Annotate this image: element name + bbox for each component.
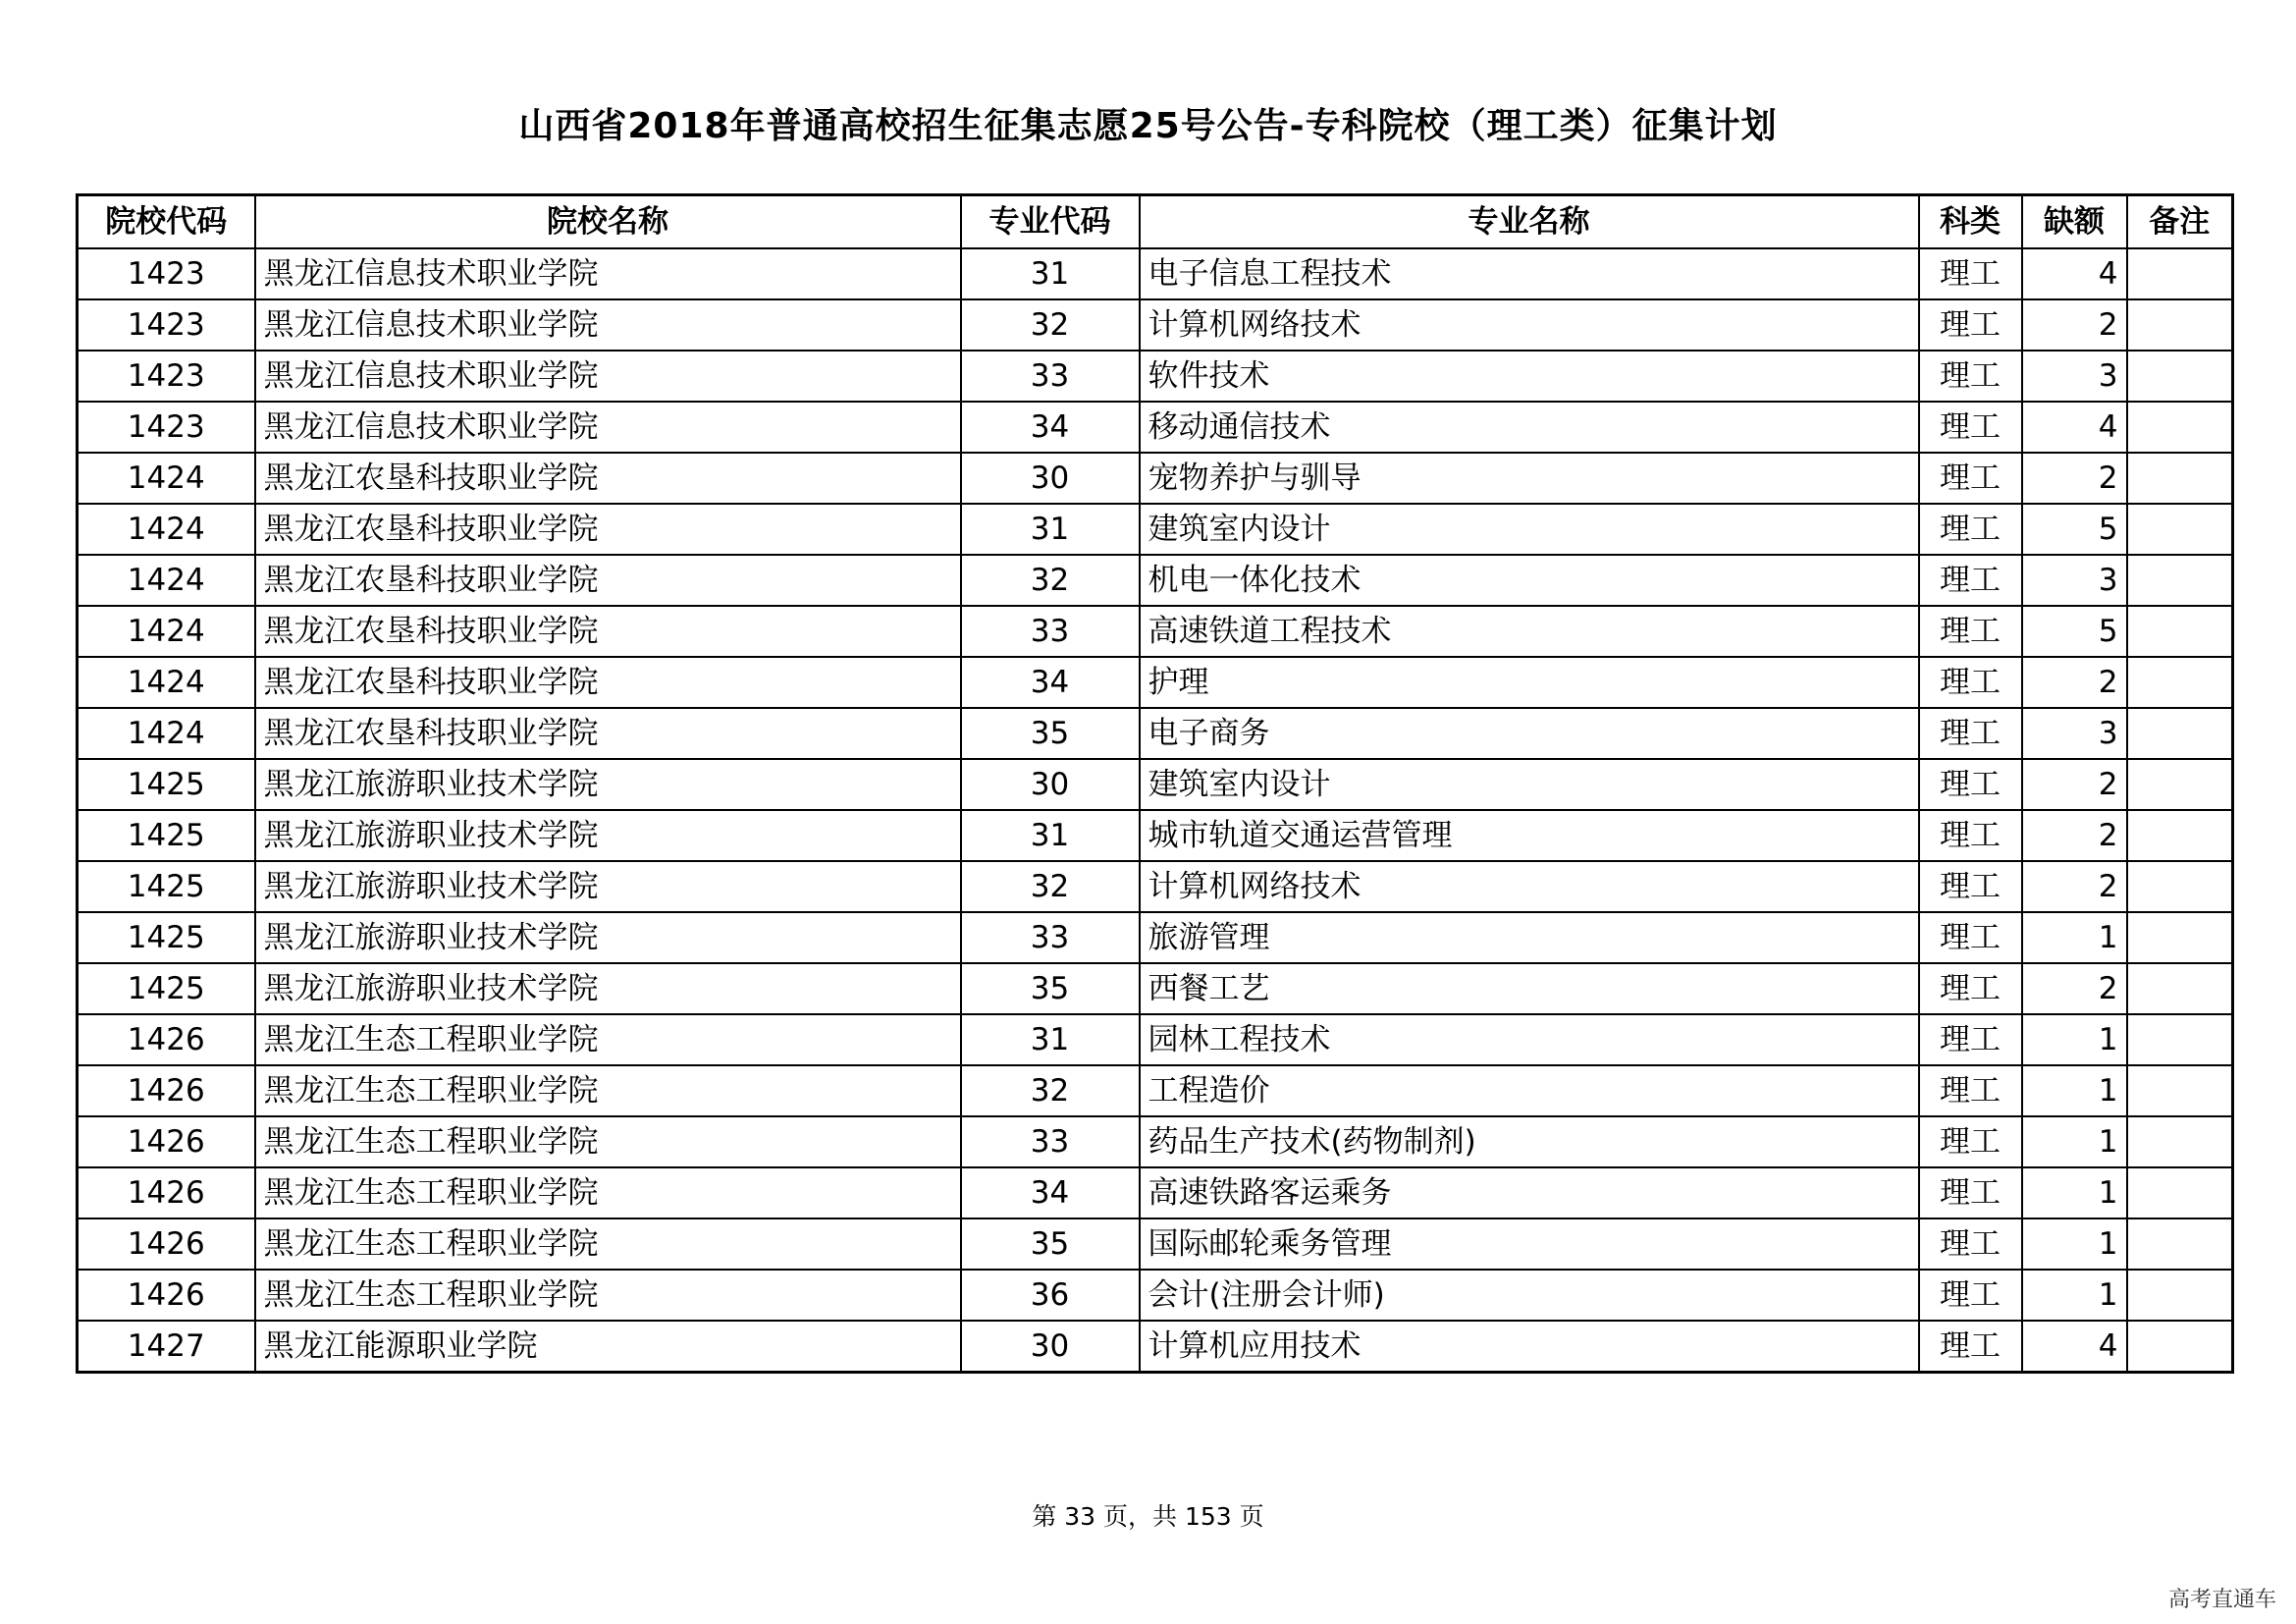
cell-vacancy: 2	[2022, 810, 2127, 861]
cell-note	[2127, 759, 2233, 810]
cell-note	[2127, 606, 2233, 657]
cell-major-code: 30	[961, 453, 1140, 504]
cell-school-name: 黑龙江生态工程职业学院	[255, 1014, 961, 1065]
cell-note	[2127, 351, 2233, 402]
cell-category: 理工	[1919, 1116, 2022, 1167]
cell-vacancy: 4	[2022, 402, 2127, 453]
cell-major-code: 31	[961, 248, 1140, 299]
cell-school-name: 黑龙江农垦科技职业学院	[255, 453, 961, 504]
cell-school-name: 黑龙江生态工程职业学院	[255, 1116, 961, 1167]
cell-school-name: 黑龙江旅游职业技术学院	[255, 912, 961, 963]
cell-vacancy: 2	[2022, 861, 2127, 912]
table-row	[78, 1270, 2233, 1321]
cell-major-code: 33	[961, 1116, 1140, 1167]
cell-note	[2127, 555, 2233, 606]
cell-major-code: 30	[961, 759, 1140, 810]
header-major-name: 专业名称	[1140, 195, 1919, 249]
cell-major-name: 软件技术	[1140, 351, 1919, 402]
cell-category: 理工	[1919, 810, 2022, 861]
cell-category: 理工	[1919, 1218, 2022, 1270]
table-row	[78, 861, 2233, 912]
cell-vacancy: 4	[2022, 248, 2127, 299]
cell-major-code: 31	[961, 504, 1140, 555]
cell-school-code: 1423	[78, 248, 255, 299]
cell-category: 理工	[1919, 1065, 2022, 1116]
cell-category: 理工	[1919, 299, 2022, 351]
cell-school-code: 1425	[78, 963, 255, 1014]
cell-vacancy: 1	[2022, 1116, 2127, 1167]
cell-note	[2127, 1116, 2233, 1167]
cell-school-code: 1423	[78, 351, 255, 402]
header-category: 科类	[1919, 195, 2022, 249]
page-title: 山西省2018年普通高校招生征集志愿25号公告-专科院校（理工类）征集计划	[518, 106, 1778, 146]
table-row	[78, 657, 2233, 708]
table-row	[78, 810, 2233, 861]
table-row	[78, 555, 2233, 606]
cell-major-code: 33	[961, 351, 1140, 402]
header-vacancy: 缺额	[2022, 195, 2127, 249]
header-school-name: 院校名称	[255, 195, 961, 249]
cell-major-code: 33	[961, 606, 1140, 657]
cell-major-name: 计算机网络技术	[1140, 861, 1919, 912]
table-row	[78, 504, 2233, 555]
cell-note	[2127, 912, 2233, 963]
cell-vacancy: 3	[2022, 555, 2127, 606]
cell-school-name: 黑龙江旅游职业技术学院	[255, 963, 961, 1014]
table-row	[78, 1218, 2233, 1270]
watermark: 高考直通车	[2167, 1588, 2276, 1612]
enrollment-plan-table	[76, 193, 2234, 1374]
table-row	[78, 963, 2233, 1014]
page-footer: 第 33 页，共 153 页	[1032, 1502, 1264, 1531]
cell-major-name: 工程造价	[1140, 1065, 1919, 1116]
cell-major-name: 园林工程技术	[1140, 1014, 1919, 1065]
cell-school-name: 黑龙江能源职业学院	[255, 1321, 961, 1373]
cell-major-code: 30	[961, 1321, 1140, 1373]
cell-note	[2127, 299, 2233, 351]
cell-school-name: 黑龙江信息技术职业学院	[255, 351, 961, 402]
cell-major-name: 城市轨道交通运营管理	[1140, 810, 1919, 861]
cell-major-name: 计算机网络技术	[1140, 299, 1919, 351]
cell-note	[2127, 810, 2233, 861]
cell-category: 理工	[1919, 912, 2022, 963]
cell-category: 理工	[1919, 1270, 2022, 1321]
cell-major-code: 35	[961, 1218, 1140, 1270]
cell-vacancy: 2	[2022, 453, 2127, 504]
table-row	[78, 759, 2233, 810]
cell-school-code: 1426	[78, 1167, 255, 1218]
table-row	[78, 606, 2233, 657]
table-row	[78, 351, 2233, 402]
cell-school-name: 黑龙江旅游职业技术学院	[255, 759, 961, 810]
cell-school-name: 黑龙江生态工程职业学院	[255, 1270, 961, 1321]
cell-category: 理工	[1919, 861, 2022, 912]
cell-school-name: 黑龙江信息技术职业学院	[255, 248, 961, 299]
cell-school-name: 黑龙江农垦科技职业学院	[255, 657, 961, 708]
cell-school-code: 1425	[78, 912, 255, 963]
cell-note	[2127, 1218, 2233, 1270]
cell-major-name: 旅游管理	[1140, 912, 1919, 963]
cell-school-name: 黑龙江农垦科技职业学院	[255, 606, 961, 657]
table-row	[78, 708, 2233, 759]
cell-major-name: 高速铁路客运乘务	[1140, 1167, 1919, 1218]
cell-note	[2127, 504, 2233, 555]
cell-school-code: 1425	[78, 810, 255, 861]
cell-school-name: 黑龙江信息技术职业学院	[255, 402, 961, 453]
cell-school-name: 黑龙江旅游职业技术学院	[255, 810, 961, 861]
cell-major-code: 32	[961, 299, 1140, 351]
cell-vacancy: 1	[2022, 912, 2127, 963]
cell-major-name: 建筑室内设计	[1140, 504, 1919, 555]
cell-school-code: 1424	[78, 708, 255, 759]
cell-category: 理工	[1919, 555, 2022, 606]
cell-school-code: 1427	[78, 1321, 255, 1373]
cell-vacancy: 2	[2022, 759, 2127, 810]
cell-school-code: 1425	[78, 759, 255, 810]
cell-major-code: 34	[961, 1167, 1140, 1218]
cell-school-name: 黑龙江生态工程职业学院	[255, 1218, 961, 1270]
cell-note	[2127, 1167, 2233, 1218]
cell-major-name: 机电一体化技术	[1140, 555, 1919, 606]
cell-school-code: 1423	[78, 402, 255, 453]
cell-school-name: 黑龙江农垦科技职业学院	[255, 555, 961, 606]
cell-note	[2127, 963, 2233, 1014]
cell-school-code: 1426	[78, 1116, 255, 1167]
cell-vacancy: 3	[2022, 708, 2127, 759]
header-note: 备注	[2127, 195, 2233, 249]
cell-school-name: 黑龙江农垦科技职业学院	[255, 708, 961, 759]
cell-category: 理工	[1919, 1167, 2022, 1218]
header-major-code: 专业代码	[961, 195, 1140, 249]
table-row	[78, 912, 2233, 963]
cell-major-code: 36	[961, 1270, 1140, 1321]
table-row	[78, 299, 2233, 351]
cell-school-name: 黑龙江旅游职业技术学院	[255, 861, 961, 912]
cell-vacancy: 3	[2022, 351, 2127, 402]
cell-category: 理工	[1919, 708, 2022, 759]
table-row	[78, 1321, 2233, 1373]
cell-major-code: 34	[961, 657, 1140, 708]
cell-school-code: 1425	[78, 861, 255, 912]
table-body	[78, 248, 2233, 1373]
cell-school-code: 1424	[78, 657, 255, 708]
cell-vacancy: 1	[2022, 1014, 2127, 1065]
cell-vacancy: 1	[2022, 1218, 2127, 1270]
cell-school-name: 黑龙江生态工程职业学院	[255, 1065, 961, 1116]
cell-note	[2127, 248, 2233, 299]
cell-category: 理工	[1919, 504, 2022, 555]
cell-category: 理工	[1919, 453, 2022, 504]
cell-school-code: 1424	[78, 504, 255, 555]
cell-note	[2127, 453, 2233, 504]
cell-category: 理工	[1919, 248, 2022, 299]
table-row	[78, 1014, 2233, 1065]
table-header-row	[78, 195, 2233, 249]
cell-vacancy: 2	[2022, 963, 2127, 1014]
header-school-code: 院校代码	[78, 195, 255, 249]
cell-major-name: 药品生产技术(药物制剂)	[1140, 1116, 1919, 1167]
cell-note	[2127, 1270, 2233, 1321]
cell-vacancy: 5	[2022, 504, 2127, 555]
cell-school-code: 1424	[78, 606, 255, 657]
cell-major-code: 32	[961, 1065, 1140, 1116]
cell-school-name: 黑龙江信息技术职业学院	[255, 299, 961, 351]
cell-category: 理工	[1919, 606, 2022, 657]
cell-major-code: 35	[961, 708, 1140, 759]
cell-category: 理工	[1919, 759, 2022, 810]
cell-vacancy: 1	[2022, 1270, 2127, 1321]
table-row	[78, 453, 2233, 504]
cell-school-code: 1426	[78, 1270, 255, 1321]
cell-major-name: 西餐工艺	[1140, 963, 1919, 1014]
cell-vacancy: 4	[2022, 1321, 2127, 1373]
cell-note	[2127, 402, 2233, 453]
cell-major-name: 移动通信技术	[1140, 402, 1919, 453]
cell-school-code: 1426	[78, 1014, 255, 1065]
cell-major-code: 32	[961, 861, 1140, 912]
cell-category: 理工	[1919, 1014, 2022, 1065]
cell-major-code: 33	[961, 912, 1140, 963]
cell-category: 理工	[1919, 351, 2022, 402]
cell-category: 理工	[1919, 963, 2022, 1014]
cell-major-name: 高速铁道工程技术	[1140, 606, 1919, 657]
table-row	[78, 1065, 2233, 1116]
cell-major-code: 31	[961, 1014, 1140, 1065]
cell-note	[2127, 657, 2233, 708]
cell-school-code: 1426	[78, 1218, 255, 1270]
cell-note	[2127, 1065, 2233, 1116]
cell-major-code: 32	[961, 555, 1140, 606]
cell-note	[2127, 708, 2233, 759]
cell-major-name: 计算机应用技术	[1140, 1321, 1919, 1373]
cell-school-code: 1423	[78, 299, 255, 351]
cell-major-code: 31	[961, 810, 1140, 861]
table-row	[78, 1116, 2233, 1167]
cell-school-code: 1424	[78, 453, 255, 504]
cell-vacancy: 1	[2022, 1065, 2127, 1116]
cell-school-name: 黑龙江生态工程职业学院	[255, 1167, 961, 1218]
cell-category: 理工	[1919, 1321, 2022, 1373]
cell-vacancy: 2	[2022, 657, 2127, 708]
cell-major-code: 35	[961, 963, 1140, 1014]
table-row	[78, 248, 2233, 299]
cell-category: 理工	[1919, 657, 2022, 708]
cell-school-code: 1424	[78, 555, 255, 606]
cell-major-name: 电子信息工程技术	[1140, 248, 1919, 299]
cell-category: 理工	[1919, 402, 2022, 453]
cell-note	[2127, 1014, 2233, 1065]
cell-major-name: 宠物养护与驯导	[1140, 453, 1919, 504]
cell-major-code: 34	[961, 402, 1140, 453]
cell-major-name: 电子商务	[1140, 708, 1919, 759]
cell-note	[2127, 1321, 2233, 1373]
cell-vacancy: 1	[2022, 1167, 2127, 1218]
table-row	[78, 402, 2233, 453]
cell-school-code: 1426	[78, 1065, 255, 1116]
cell-vacancy: 5	[2022, 606, 2127, 657]
cell-school-name: 黑龙江农垦科技职业学院	[255, 504, 961, 555]
cell-major-name: 护理	[1140, 657, 1919, 708]
cell-major-name: 会计(注册会计师)	[1140, 1270, 1919, 1321]
cell-major-name: 国际邮轮乘务管理	[1140, 1218, 1919, 1270]
table-row	[78, 1167, 2233, 1218]
cell-major-name: 建筑室内设计	[1140, 759, 1919, 810]
cell-note	[2127, 861, 2233, 912]
cell-vacancy: 2	[2022, 299, 2127, 351]
